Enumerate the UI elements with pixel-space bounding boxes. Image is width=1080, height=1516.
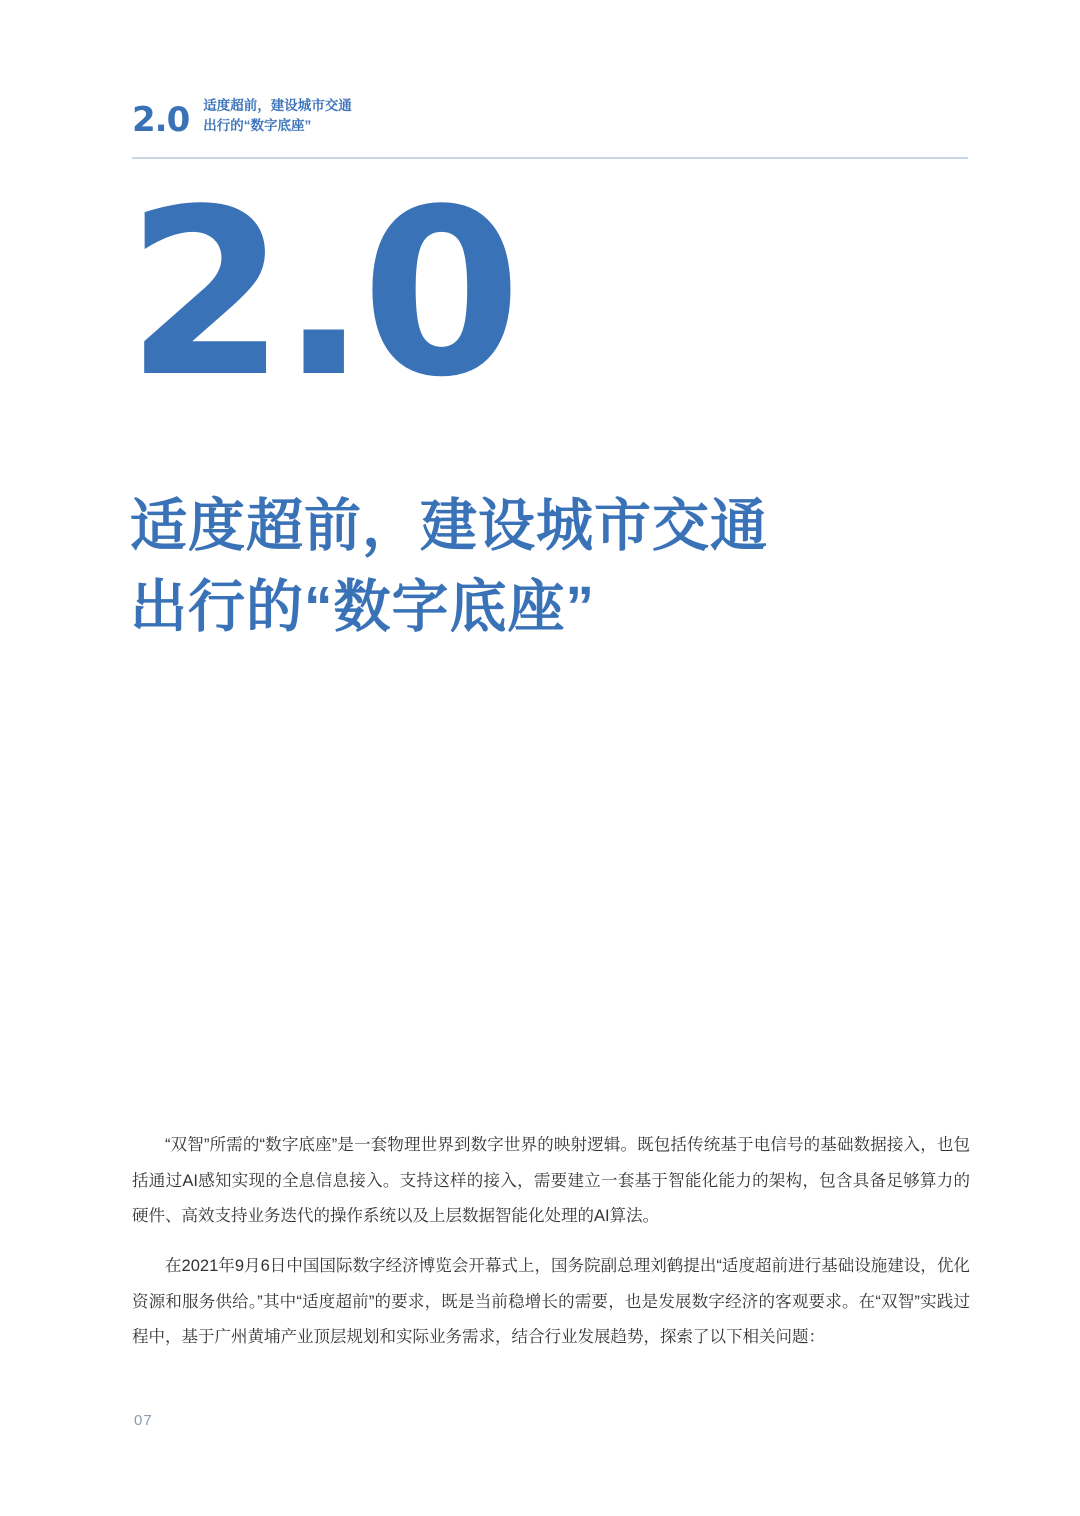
page-number: 07	[134, 1412, 153, 1429]
running-header	[132, 96, 968, 141]
body-paragraph-2: 在2021年9月6日中国国际数字经济博览会开幕式上，国务院副总理刘鹤提出“适度超前进行基础设施建设，优化资源和服务供给。”其中“适度超前”的要求，既是当前稳增长的需要，也是发展数字经济的客观要求。在“双智”实践过程中，基于广州黄埔产业顶层规划和实际业务需求，结合行业发展趋势，探索了以下相关问题：	[132, 1256, 970, 1347]
header-divider	[132, 157, 968, 159]
body-copy	[132, 1128, 970, 1370]
chapter-title	[130, 486, 930, 648]
body-paragraph-1: “双智”所需的“数字底座”是一套物理世界到数字世界的映射逻辑。既包括传统基于电信号的基础数据接入，也包括通过AI感知实现的全息信息接入。支持这样的接入，需要建立一套基于智能化能力的架构，包含具备足够算力的硬件、高效支持业务迭代的操作系统以及上层数据智能化处理的AI算法。	[132, 1136, 970, 1226]
chapter-title-line2: 出行的“数字底座”	[130, 574, 595, 639]
running-header-title-line1: 适度超前，建设城市交通	[203, 98, 352, 113]
running-header-number: 2.0	[132, 100, 190, 141]
chapter-title-line1: 适度超前，建设城市交通	[130, 494, 768, 558]
chapter-number: 2.0	[126, 161, 516, 428]
running-header-title-line2: 出行的“数字底座”	[203, 117, 312, 133]
running-header-title	[203, 96, 352, 137]
